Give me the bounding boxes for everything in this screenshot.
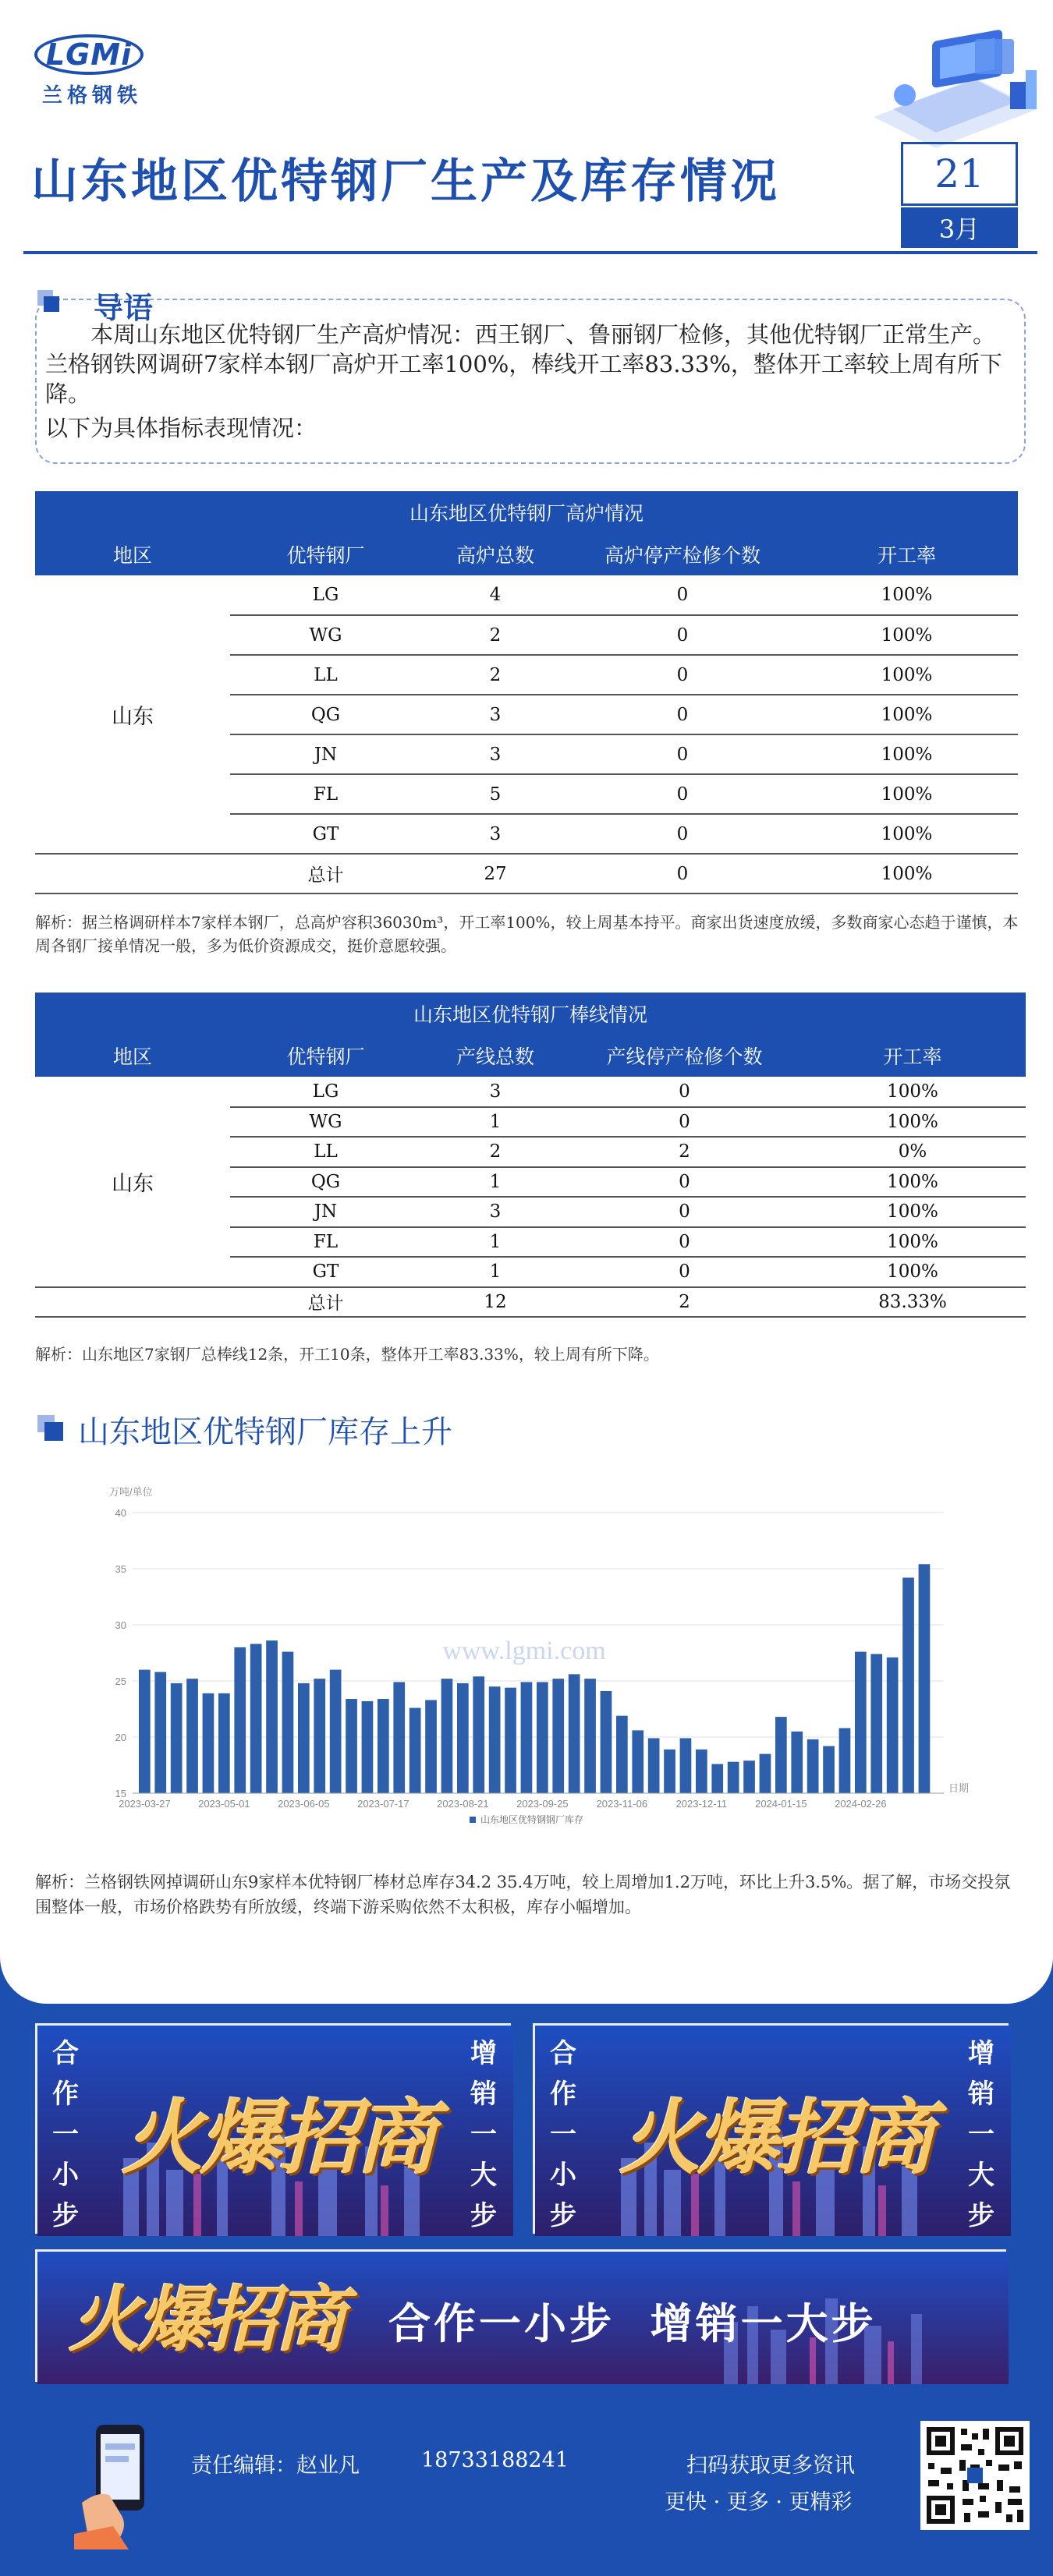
mill-cell: JN [230, 1197, 421, 1227]
stopped-cell: 0 [569, 695, 796, 734]
inventory-bar [855, 1652, 867, 1793]
inventory-bar-chart [101, 1481, 983, 1825]
inventory-bar [584, 1679, 596, 1793]
total-cell: 1 [421, 1167, 569, 1198]
rod-wire-table [35, 993, 1026, 1318]
inventory-bar [186, 1679, 198, 1793]
logo-chinese-name: 兰格钢铁 [41, 84, 142, 108]
editor-phone[interactable]: 18733188241 [421, 2448, 569, 2472]
mill-cell: 总计 [230, 1287, 421, 1318]
mill-cell: WG [230, 1107, 421, 1138]
inventory-bar [632, 1730, 644, 1793]
inventory-bar [362, 1701, 374, 1793]
mill-cell: GT [230, 814, 421, 854]
total-cell: 2 [421, 655, 569, 695]
inventory-note: 解析：兰格钢铁网掉调研山东9家样本优特钢厂棒材总库存34.2 35.4万吨，较上周增加1.2万吨，环比上升3.5%。据了解，市场交投氛围整体一般，市场价格跌势有所放缓，终端下游采购依然不太积极，库存小幅增加。 [35, 1873, 1011, 1916]
table-row [35, 575, 1018, 615]
logo-mark: LGMi [34, 34, 144, 75]
stopped-cell: 0 [569, 615, 796, 655]
x-tick-label: 2023-11-06 [596, 1798, 648, 1810]
x-tick-label: 2023-03-27 [119, 1798, 171, 1810]
x-axis-label: 日期 [948, 1782, 970, 1794]
mill-cell: QG [230, 695, 421, 734]
inventory-bar [760, 1754, 771, 1793]
total-cell: 3 [421, 1197, 569, 1227]
x-tick-label: 2023-07-17 [357, 1798, 410, 1810]
inventory-bar [457, 1683, 469, 1793]
x-tick-label: 2024-02-26 [835, 1798, 887, 1810]
region-cell: 山东 [35, 575, 230, 854]
inventory-bar [139, 1670, 151, 1793]
legend-swatch [470, 1817, 476, 1823]
rate-cell: 100% [796, 814, 1018, 854]
inventory-bar [887, 1658, 899, 1793]
y-tick-label: 20 [115, 1732, 126, 1743]
mill-cell: GT [230, 1257, 421, 1287]
inventory-bar [728, 1762, 739, 1793]
stopped-cell: 0 [569, 1167, 800, 1198]
rate-cell: 100% [796, 854, 1018, 893]
empty-cell [35, 854, 230, 893]
page-title: 山东地区优特钢厂生产及库存情况 [31, 154, 780, 209]
inventory-bar [203, 1693, 214, 1793]
chart-watermark: www.lgmi.com [442, 1637, 606, 1665]
inventory-bar [410, 1708, 421, 1793]
total-cell: 2 [421, 615, 569, 655]
title-divider [23, 251, 1037, 254]
total-cell: 5 [421, 774, 569, 814]
stopped-cell: 0 [569, 814, 796, 854]
inventory-bar [393, 1682, 405, 1793]
qr-code-icon[interactable] [920, 2421, 1030, 2530]
rate-cell: 100% [796, 695, 1018, 734]
inventory-bar [266, 1640, 278, 1793]
lgmi-logo[interactable] [31, 23, 148, 109]
rate-cell: 83.33% [800, 1287, 1026, 1318]
y-tick-label: 40 [115, 1507, 126, 1519]
rate-cell: 100% [796, 615, 1018, 655]
banner-headline: 火爆招商 [122, 2089, 434, 2185]
issue-month: 3月 [901, 207, 1018, 248]
inventory-bar [775, 1717, 787, 1793]
rate-cell: 100% [796, 734, 1018, 774]
stopped-cell: 2 [569, 1137, 800, 1167]
banner-headline: 火爆招商 [619, 2089, 932, 2185]
data-illustration-icon [858, 23, 1045, 156]
x-tick-label: 2023-08-21 [437, 1798, 489, 1810]
promo-banner-wide[interactable] [35, 2249, 1006, 2382]
rate-cell: 100% [800, 1077, 1026, 1107]
total-cell: 3 [421, 814, 569, 854]
rate-cell: 100% [800, 1197, 1026, 1227]
inventory-bar [171, 1683, 183, 1793]
editor-label-group [191, 2448, 360, 2479]
col-header: 优特钢厂 [230, 533, 421, 575]
inventory-bar [552, 1679, 564, 1793]
blast-furnace-caption: 山东地区优特钢厂高炉情况 [35, 491, 1018, 533]
x-tick-label: 2024-01-15 [755, 1798, 807, 1810]
inventory-bar [441, 1679, 453, 1793]
mill-cell: 总计 [230, 854, 421, 893]
stopped-cell: 0 [569, 734, 796, 774]
inventory-bar [314, 1679, 325, 1793]
total-cell: 3 [421, 1077, 569, 1107]
total-cell: 4 [421, 575, 569, 615]
banner-slogan-left: 合作一小步 [550, 2038, 576, 2231]
rod-wire-note: 解析：山东地区7家钢厂总棒线12条，开工10条，整体开工率83.33%，较上周有所下降。 [35, 1345, 659, 1364]
banner-headline: 火爆招商 [69, 2277, 344, 2362]
y-tick-label: 30 [115, 1619, 126, 1631]
editor-label: 责任编辑： [191, 2454, 296, 2478]
inventory-bar [648, 1738, 660, 1793]
footer-slogan: 更快 · 更多 · 更精彩 [665, 2490, 853, 2514]
inventory-bar [743, 1760, 755, 1793]
x-tick-label: 2023-06-05 [278, 1798, 330, 1810]
total-cell: 3 [421, 734, 569, 774]
inventory-bar [234, 1647, 246, 1793]
inventory-bar [870, 1654, 882, 1793]
total-cell: 27 [421, 854, 569, 893]
banner-slogan-right: 增销一大步 [470, 2038, 497, 2231]
blast-furnace-table [35, 491, 1018, 894]
inventory-bar [902, 1578, 914, 1793]
promo-banner-right[interactable] [533, 2023, 1009, 2234]
col-header: 开工率 [800, 1035, 1026, 1077]
promo-banner-left[interactable] [35, 2023, 511, 2234]
col-header: 高炉总数 [421, 533, 569, 575]
inventory-bar [791, 1732, 803, 1793]
stopped-cell: 0 [569, 575, 796, 615]
inventory-bar [569, 1674, 580, 1793]
y-tick-label: 25 [115, 1675, 126, 1687]
col-header: 产线停产检修个数 [569, 1035, 800, 1077]
inventory-bar [489, 1686, 501, 1793]
mill-cell: FL [230, 1227, 421, 1258]
mill-cell: WG [230, 615, 421, 655]
stopped-cell: 0 [569, 655, 796, 695]
col-header: 优特钢厂 [230, 1035, 421, 1077]
rod-wire-caption: 山东地区优特钢厂棒线情况 [35, 993, 1026, 1035]
stopped-cell: 0 [569, 1107, 800, 1138]
banner-slogan-right: 增销一大步 [968, 2038, 994, 2231]
inventory-bar [839, 1728, 851, 1793]
intro-paragraph: 本周山东地区优特钢厂生产高炉情况：西王钢厂、鲁丽钢厂检修，其他优特钢厂正常生产。兰格钢铁网调研7家样本钢厂高炉开工率100%，棒线开工率83.33%，整体开工率较上周有所下降。 [45, 321, 1002, 407]
stopped-cell: 2 [569, 1287, 800, 1318]
inventory-bar [218, 1693, 230, 1793]
blast-furnace-note: 解析：据兰格调研样本7家样本钢厂，总高炉容积36030m³，开工率100%，较上周基本持平。商家出货速度放缓，多数商家心态趋于谨慎，本周各钢厂接单情况一般，多为低价资源成交，挺价意愿较强。 [35, 913, 1019, 955]
y-unit-label: 万吨/单位 [109, 1486, 153, 1498]
inventory-bar [807, 1739, 819, 1793]
inventory-bar [473, 1676, 484, 1793]
editor-name: 赵业凡 [296, 2454, 360, 2478]
stopped-cell: 0 [569, 854, 796, 893]
total-cell: 12 [421, 1287, 569, 1318]
inventory-section-title: 山东地区优特钢厂库存上升 [78, 1414, 452, 1450]
banner-slogan-left: 合作一小步 [52, 2038, 79, 2231]
rate-cell: 100% [800, 1257, 1026, 1287]
col-header: 产线总数 [421, 1035, 569, 1077]
x-tick-label: 2023-12-11 [675, 1798, 728, 1810]
inventory-bar [823, 1746, 835, 1793]
inventory-bar [711, 1764, 723, 1793]
inventory-bar [616, 1716, 628, 1793]
total-cell: 1 [421, 1107, 569, 1138]
region-cell: 山东 [35, 1077, 230, 1287]
rate-cell: 100% [800, 1107, 1026, 1138]
rate-cell: 0% [800, 1137, 1026, 1167]
qr-prompt: 扫码获取更多资讯 [686, 2454, 855, 2478]
mill-cell: JN [230, 734, 421, 774]
x-tick-label: 2023-09-25 [516, 1798, 569, 1810]
inventory-bar [425, 1700, 437, 1793]
inventory-bar [521, 1682, 533, 1793]
empty-cell [35, 1287, 230, 1318]
table-row [35, 1077, 1026, 1107]
inventory-bar [298, 1683, 310, 1793]
inventory-bar [250, 1644, 262, 1793]
mill-cell: LL [230, 1137, 421, 1167]
section-square-icon [37, 1415, 64, 1442]
inventory-bar [537, 1682, 548, 1793]
mill-cell: LG [230, 575, 421, 615]
rate-cell: 100% [796, 774, 1018, 814]
inventory-bar [601, 1691, 612, 1793]
rate-cell: 100% [796, 575, 1018, 615]
inventory-bar [505, 1688, 516, 1793]
mill-cell: FL [230, 774, 421, 814]
hand-phone-icon [74, 2417, 176, 2549]
banner-wide-slogan: 合作一小步 增销一大步 [388, 2298, 877, 2348]
table-row [35, 854, 1018, 893]
inventory-bar [696, 1750, 707, 1793]
col-header: 高炉停产检修个数 [569, 533, 796, 575]
total-cell: 1 [421, 1227, 569, 1258]
total-cell: 3 [421, 695, 569, 734]
inventory-bar [330, 1670, 342, 1793]
inventory-bar [919, 1564, 931, 1793]
inventory-bar [680, 1738, 692, 1793]
inventory-bar [282, 1652, 294, 1793]
legend-label: 山东地区优特钢钢厂库存 [480, 1814, 584, 1825]
intro-lead-line: 以下为具体指标表现情况： [45, 415, 317, 441]
stopped-cell: 0 [569, 774, 796, 814]
stopped-cell: 0 [569, 1257, 800, 1287]
table-row [35, 1287, 1026, 1318]
y-tick-label: 35 [115, 1563, 126, 1575]
y-tick-label: 15 [115, 1788, 126, 1799]
rate-cell: 100% [800, 1167, 1026, 1198]
rate-cell: 100% [800, 1227, 1026, 1258]
stopped-cell: 0 [569, 1227, 800, 1258]
intro-title: 导语 [94, 290, 154, 325]
x-tick-label: 2023-05-01 [198, 1798, 250, 1810]
rate-cell: 100% [796, 655, 1018, 695]
inventory-bar [154, 1672, 166, 1793]
issue-number: 21 [901, 142, 1018, 206]
inventory-bar [378, 1699, 389, 1793]
total-cell: 1 [421, 1257, 569, 1287]
mill-cell: LG [230, 1077, 421, 1107]
col-header: 地区 [35, 533, 230, 575]
mill-cell: LL [230, 655, 421, 695]
total-cell: 2 [421, 1137, 569, 1167]
mill-cell: QG [230, 1167, 421, 1198]
col-header: 开工率 [796, 533, 1018, 575]
col-header: 地区 [35, 1035, 230, 1077]
stopped-cell: 0 [569, 1197, 800, 1227]
inventory-bar [346, 1699, 357, 1793]
inventory-bar [664, 1750, 675, 1793]
stopped-cell: 0 [569, 1077, 800, 1107]
section-square-icon [37, 290, 61, 313]
